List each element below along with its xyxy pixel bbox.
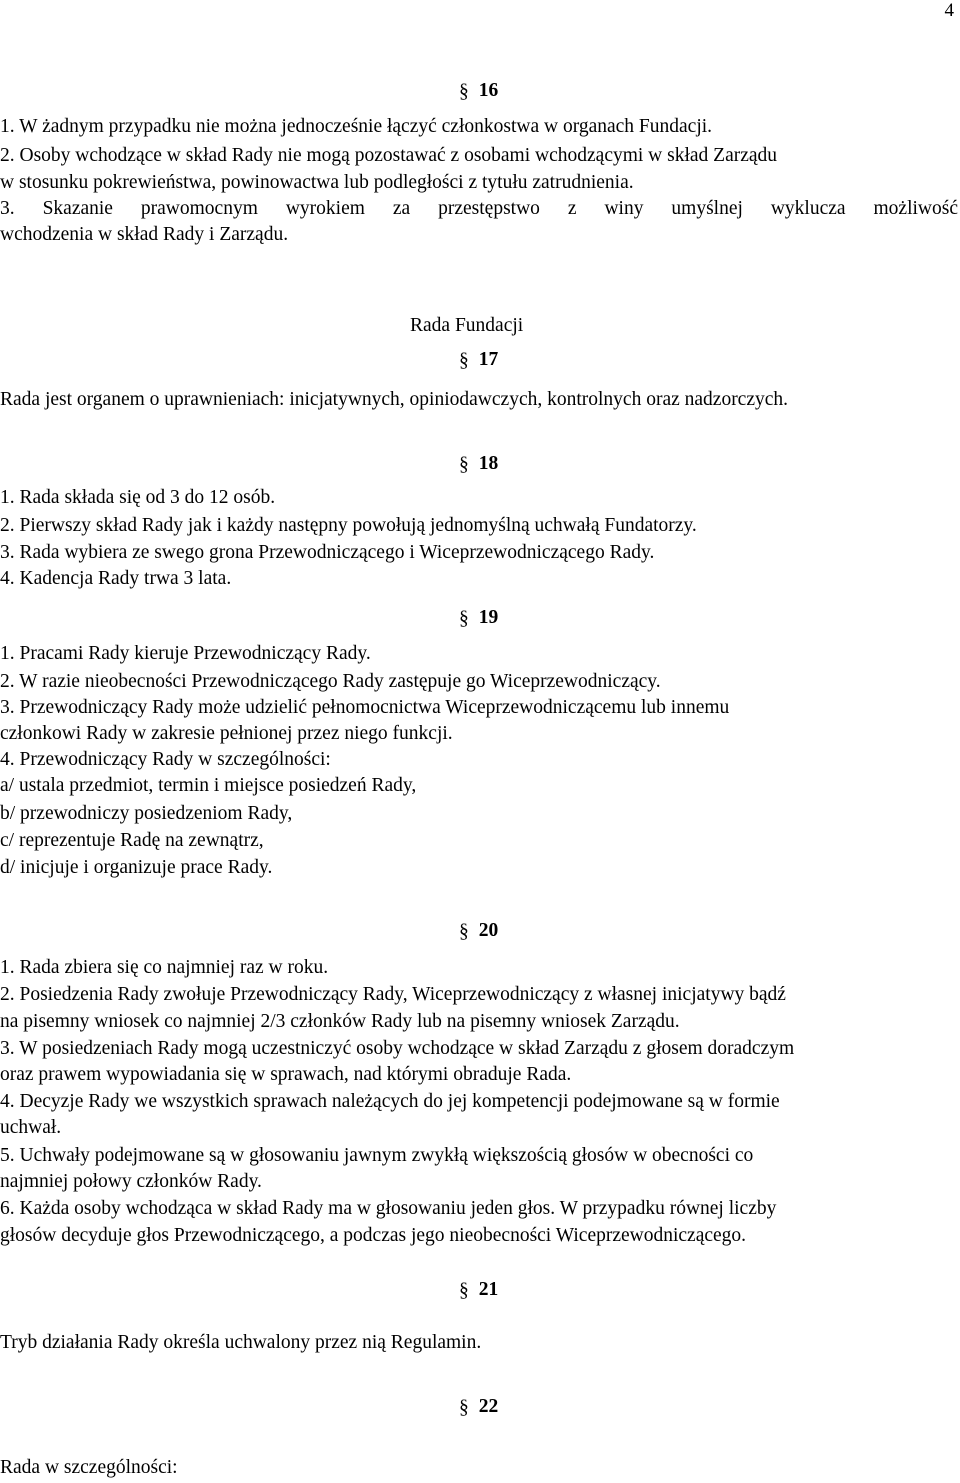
paragraph-line: 3. Skazanie prawomocnym wyrokiem za przestępstwo z winy umyślnej wyklucza możliwość [0,198,958,219]
paragraph-line: 1. Rada zbiera się co najmniej raz w roku. [0,957,329,978]
paragraph-line: 2. Osoby wchodzące w skład Rady nie mogą pozostawać z osobami wchodzącymi w skład Zarządu [0,145,778,166]
paragraph-line: członkowi Rady w zakresie pełnionej przez niego funkcji. [0,723,453,744]
section-sign: § [459,608,469,629]
paragraph-line: 3. Rada wybiera ze swego grona Przewodniczącego i Wiceprzewodniczącego Rady. [0,542,655,563]
list-item: d/ inicjuje i organizuje prace Rady. [0,857,273,878]
section-number: 17 [478,349,499,370]
section-number: 21 [478,1279,499,1300]
paragraph-line: na pisemny wniosek co najmniej 2/3 członków Rady lub na pisemny wniosek Zarządu. [0,1011,680,1032]
section-number: 20 [478,920,499,941]
paragraph-line: najmniej połowy członków Rady. [0,1171,262,1192]
list-item: a/ ustala przedmiot, termin i miejsce posiedzeń Rady, [0,775,417,796]
section-sign: § [459,350,469,371]
section-sign: § [459,1397,469,1418]
section-20-heading [459,919,498,943]
list-item: c/ reprezentuje Radę na zewnątrz, [0,830,264,851]
list-item: b/ przewodniczy posiedzeniom Rady, [0,803,293,824]
paragraph-line: głosów decyduje głos Przewodniczącego, a podczas jego nieobecności Wiceprzewodniczącego. [0,1225,747,1246]
paragraph-line: 5. Uchwały podejmowane są w głosowaniu jawnym zwykłą większością głosów w obecności co [0,1145,754,1166]
section-18-heading [459,452,498,476]
paragraph-line: 1. Rada składa się od 3 do 12 osób. [0,487,276,508]
section-17-heading [459,348,498,372]
paragraph-line: uchwał. [0,1117,62,1138]
section-16-heading [459,79,498,103]
paragraph-line: 3. W posiedzeniach Rady mogą uczestniczyć osoby wchodzące w skład Zarządu z głosem doradczym [0,1038,795,1059]
page-number: 4 [944,0,954,21]
section-sign: § [459,921,469,942]
section-number: 19 [478,607,499,628]
section-number: 16 [478,80,499,101]
paragraph-line: Rada w szczególności: [0,1457,178,1478]
chapter-heading: Rada Fundacji [410,315,524,336]
paragraph-line: 2. Posiedzenia Rady zwołuje Przewodniczący Rady, Wiceprzewodniczący z własnej inicjatywy bądź [0,984,786,1005]
section-19-heading [459,606,498,630]
paragraph-line: 2. W razie nieobecności Przewodniczącego Rady zastępuje go Wiceprzewodniczący. [0,671,661,692]
paragraph-line: 1. W żadnym przypadku nie można jednocześnie łączyć członkostwa w organach Fundacji. [0,116,713,137]
section-21-heading [459,1278,498,1302]
paragraph-line: 4. Przewodniczący Rady w szczególności: [0,749,331,770]
paragraph-line: wchodzenia w skład Rady i Zarządu. [0,224,289,245]
paragraph-line: w stosunku pokrewieństwa, powinowactwa lub podległości z tytułu zatrudnienia. [0,172,634,193]
paragraph-line: 4. Decyzje Rady we wszystkich sprawach należących do jej kompetencji podejmowane są w formie [0,1091,780,1112]
paragraph-line: 4. Kadencja Rady trwa 3 lata. [0,568,232,589]
section-sign: § [459,81,469,102]
section-number: 22 [478,1396,499,1417]
section-sign: § [459,454,469,475]
paragraph-line: 6. Każda osoby wchodząca w skład Rady ma w głosowaniu jeden głos. W przypadku równej liczby [0,1198,777,1219]
paragraph-line: oraz prawem wypowiadania się w sprawach, nad którymi obraduje Rada. [0,1064,572,1085]
section-22-heading [459,1395,498,1419]
section-sign: § [459,1280,469,1301]
paragraph-line: 3. Przewodniczący Rady może udzielić pełnomocnictwa Wiceprzewodniczącemu lub innemu [0,697,730,718]
paragraph-line: Tryb działania Rady określa uchwalony przez nią Regulamin. [0,1332,482,1353]
paragraph-line: Rada jest organem o uprawnieniach: inicjatywnych, opiniodawczych, kontrolnych oraz nadzorczych. [0,389,789,410]
paragraph-line: 2. Pierwszy skład Rady jak i każdy następny powołują jednomyślną uchwałą Fundatorzy. [0,515,697,536]
paragraph-line: 1. Pracami Rady kieruje Przewodniczący Rady. [0,643,371,664]
section-number: 18 [478,453,499,474]
